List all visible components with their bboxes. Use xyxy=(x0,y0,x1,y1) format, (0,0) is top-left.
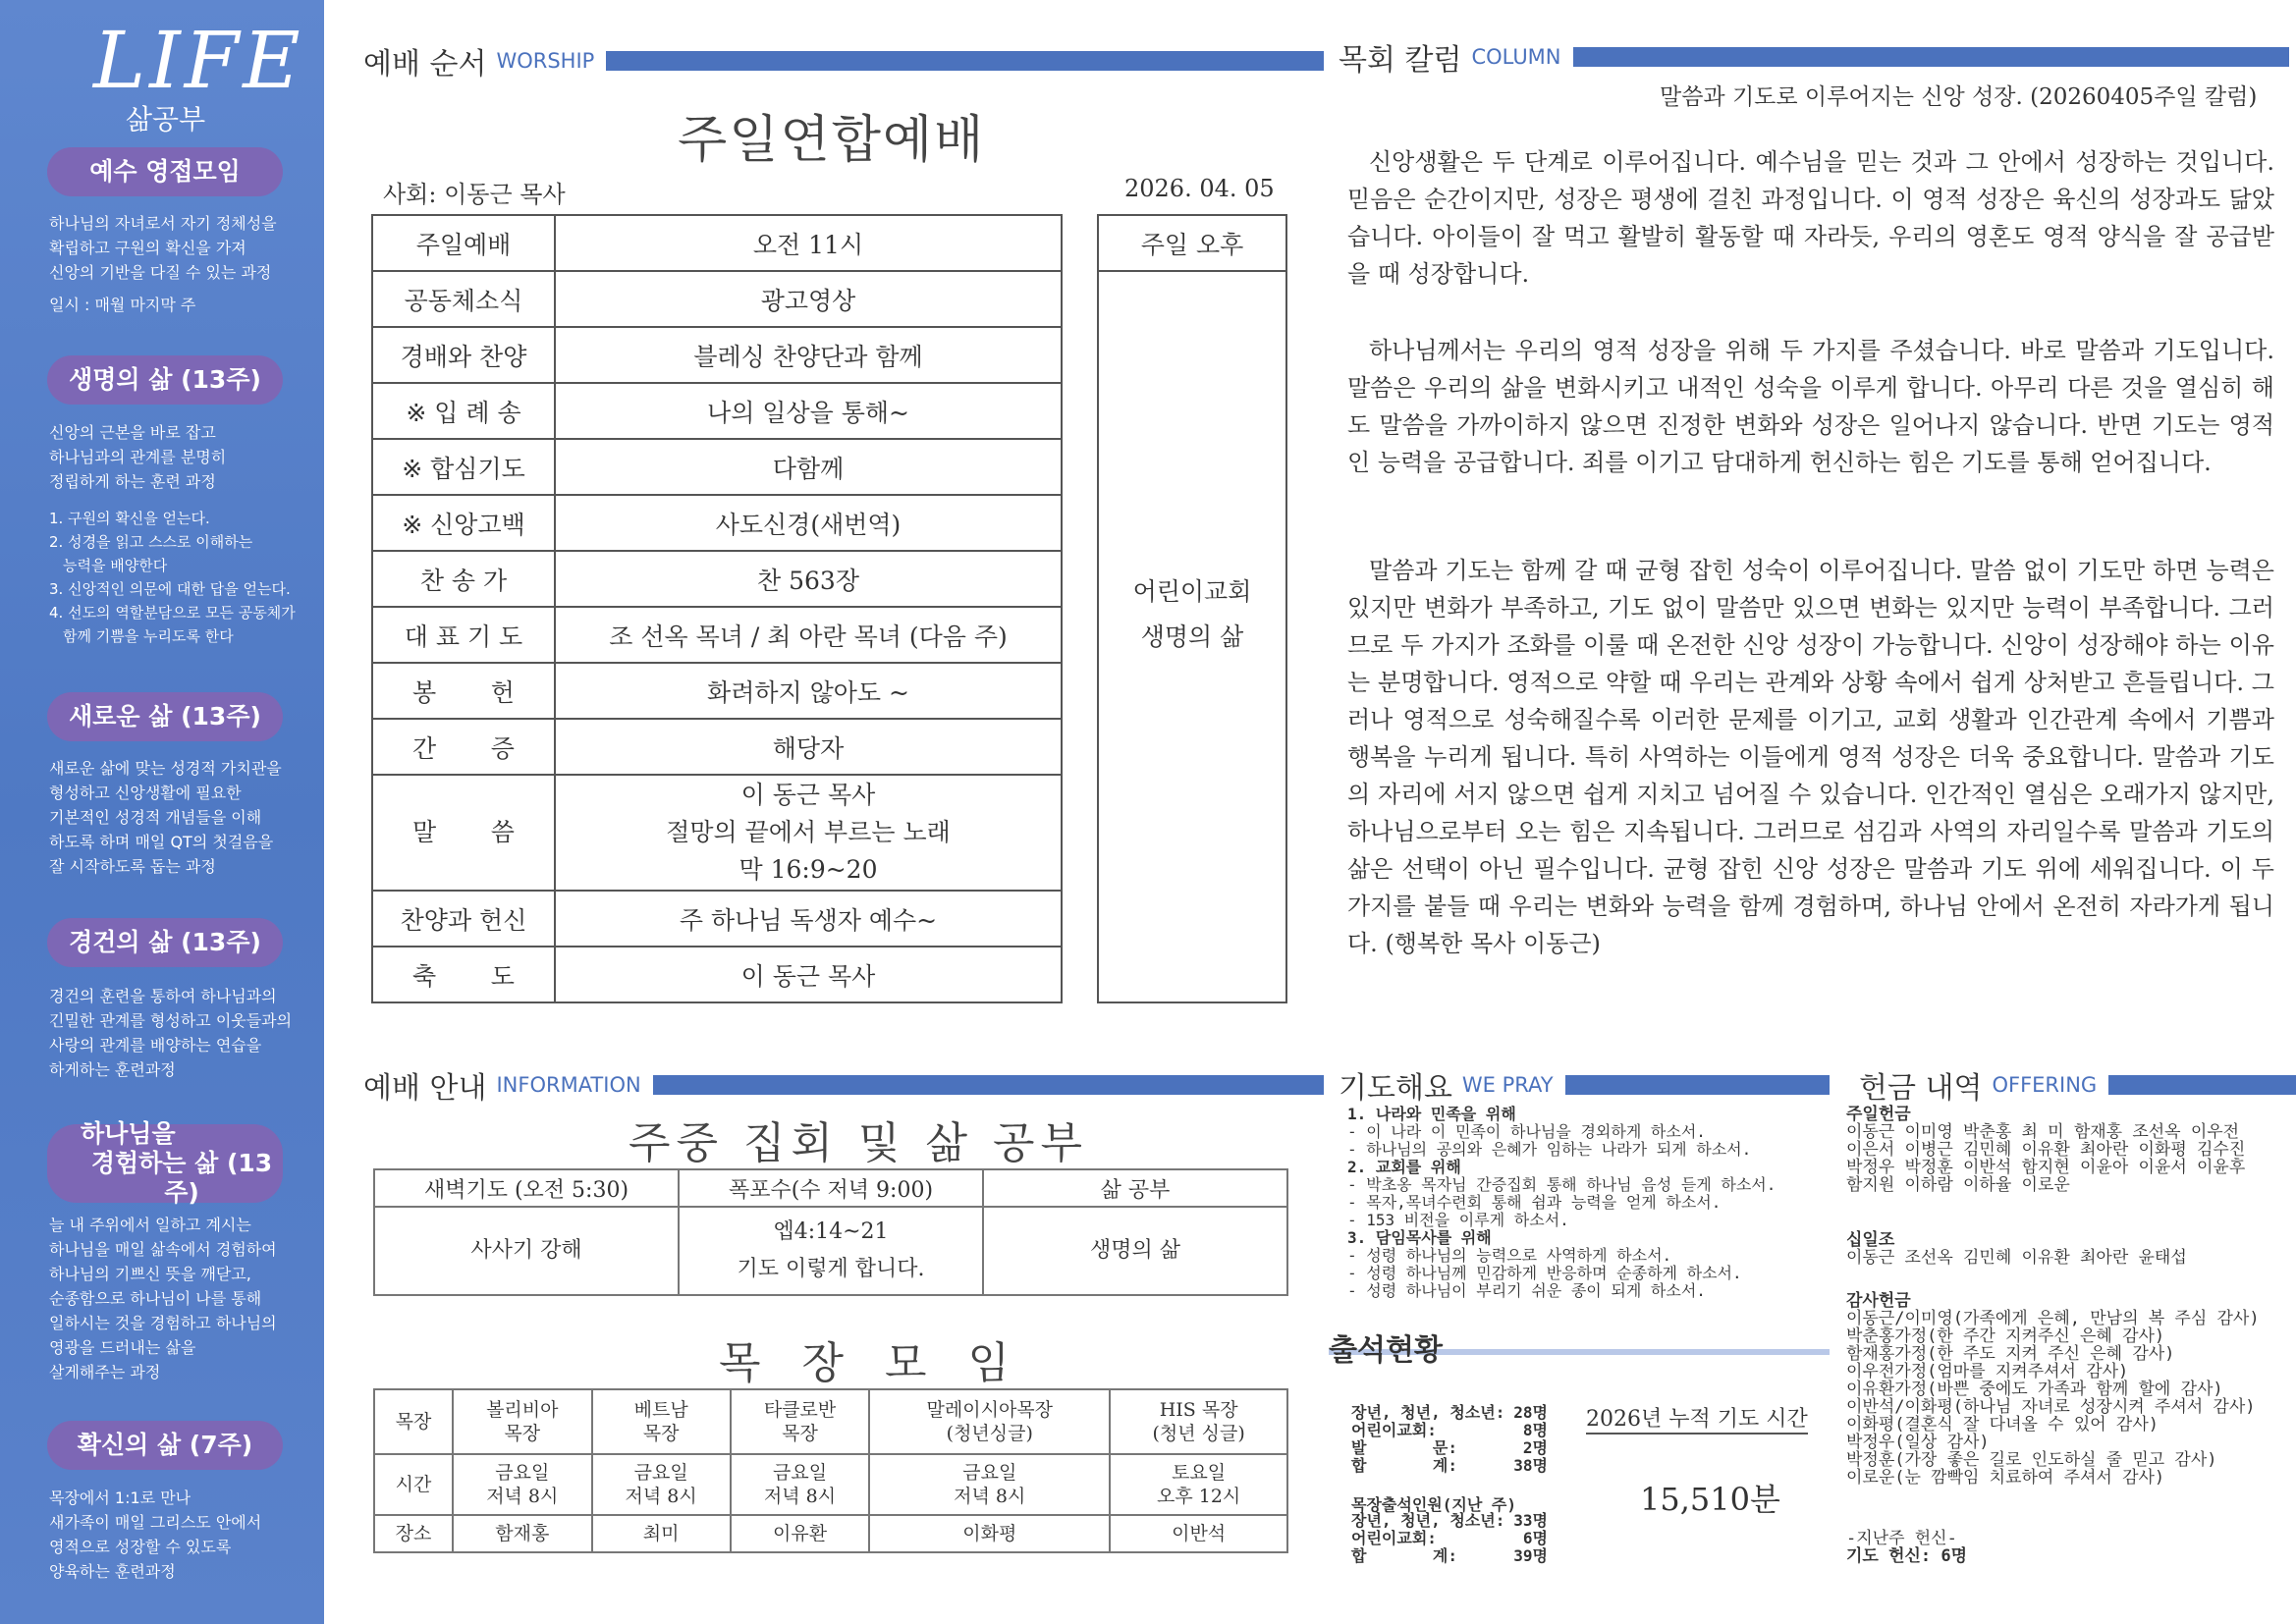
cell-place: 함재홍 xyxy=(453,1515,592,1552)
sermon-cell xyxy=(555,775,1062,891)
cell-time: 토요일 오후 12시 xyxy=(1110,1454,1287,1515)
cell-time: 금요일 저녁 8시 xyxy=(869,1454,1110,1515)
tithe-offering: 십일조 이동근 조선옥 김민혜 이유환 최아란 윤태섭 xyxy=(1846,1231,2278,1267)
prayer-item: - 성령 하나님께 민감하게 반응하며 순종하게 하소서. xyxy=(1347,1264,1742,1282)
pray-section-header xyxy=(1339,1067,1830,1106)
worship-heading: 예배 순서 xyxy=(363,47,487,81)
table-row xyxy=(372,607,1062,663)
order-value: 사도신경(새번역) xyxy=(555,495,1062,551)
order-value: 화려하지 않아도 ~ xyxy=(555,663,1062,719)
last-week-label: -지난주 헌신- xyxy=(1846,1529,1957,1548)
attendance-row: 어린이교회: 6명 xyxy=(1351,1529,1548,1547)
table-row xyxy=(372,775,1062,891)
table-row xyxy=(372,663,1062,719)
order-label: ※ 입 례 송 xyxy=(372,383,555,439)
meeting-cell: 사사기 강해 xyxy=(374,1207,679,1295)
cell-name: HIS 목장 (청년 싱글) xyxy=(1110,1389,1287,1454)
order-label: 경배와 찬양 xyxy=(372,327,555,383)
afternoon-program: 어린이교회 생명의 삶 xyxy=(1132,577,1252,651)
meeting-header: 삶 공부 xyxy=(983,1169,1287,1207)
attendance-table xyxy=(1351,1404,1548,1475)
course-desc-1: 하나님의 자녀로서 자기 정체성을 확립하고 구원의 확신을 가져 신앙의 기반을 다질 수 있는 과정 일시 : 매월 마지막 주 xyxy=(49,214,277,314)
order-label: 말 씀 xyxy=(372,775,555,891)
course-title-5: 하나님을 경험하는 삶 (13주) xyxy=(47,1124,283,1203)
attendance-row: 발 문: 2명 xyxy=(1351,1438,1548,1457)
column-heading-en: COLUMN xyxy=(1471,45,1561,69)
tithe-label: 십일조 xyxy=(1846,1230,1895,1250)
thanks-label: 감사헌금 xyxy=(1846,1291,1911,1311)
order-value: 블레싱 찬양단과 함께 xyxy=(555,327,1062,383)
last-week-value: 기도 헌신: 6명 xyxy=(1846,1546,1968,1566)
cell-name: 볼리비아 목장 xyxy=(453,1389,592,1454)
column-paragraph: 말씀과 기도는 함께 갈 때 균형 잡힌 성숙이 이루어집니다. 말씀 없이 기도만 하면 능력은 있지만 변화가 부족하고, 기도 없이 말씀만 있으면 변화는 있지만 능력이 부족합니다. 그러므로 두 가지가 조화를 이룰 때 온전한 신앙 성장이 가능합니다. 신앙이 성장해야 하는 이유는 분명합니다. 영적으로 약할 때 우리는 관계와 상황 속에서 쉽게 상처받고 흔들립니다. 그러나 영적으로 성숙해질수록 이러한 문제를 이기고, 교회 생활과 인간관계 속에서 기쁨과 행복을 누리게 됩니다. 특히 사역하는 이들에게 영적 성장은 더욱 중요합니다. 말씀과 기도의 자리에 서지 않으면 쉽게 지치고 넘어질 수 있습니다. 인간적인 열심은 오래가지 않지만, 하나님으로부터 오는 힘은 지속됩니다. 그러므로 섬김과 사역의 자리일수록 말씀과 기도의 삶은 선택이 아닌 필수입니다. 균형 잡힌 신앙 성장은 말씀과 기도 위에 세워집니다. 이 두 가지를 붙들 때 우리는 변화와 능력을 함께 경험하며, 하나님 안에서 온전히 자라가게 됩니다. (행복한 목사 이동근) xyxy=(1347,557,2274,957)
prayer-item: - 성령 하나님의 능력으로 사역하게 하소서. xyxy=(1347,1246,1672,1265)
meeting-header: 새벽기도 (오전 5:30) xyxy=(374,1169,679,1207)
order-value: 주 하나님 독생자 예수~ xyxy=(555,891,1062,947)
course-desc-5: 늘 내 주위에서 일하고 계시는 하나님을 매일 삶속에서 경험하여 하나님의 기쁘신 뜻을 깨닫고, 순종함으로 하나님이 나를 통해 일하시는 것을 경험하고 하나님의 영광을 드러내는 삶을 살게해주는 과정 xyxy=(49,1216,277,1381)
sermon-preacher: 이 동근 목사 xyxy=(740,781,876,809)
table-row xyxy=(374,1207,1287,1295)
info-heading-en: INFORMATION xyxy=(496,1073,641,1097)
prayer-time-value: 15,510분 xyxy=(1640,1481,1780,1518)
order-value: 조 선옥 목녀 / 최 아란 목녀 (다음 주) xyxy=(555,607,1062,663)
cell-time: 금요일 저녁 8시 xyxy=(592,1454,731,1515)
pray-heading: 기도해요 xyxy=(1339,1071,1452,1106)
course-title-1: 예수 영접모임 xyxy=(47,147,283,196)
order-value: 다함께 xyxy=(555,439,1062,495)
weekly-meetings-table xyxy=(373,1168,1288,1296)
table-row xyxy=(374,1389,1287,1454)
order-label: 찬 송 가 xyxy=(372,551,555,607)
cell-place: 이화평 xyxy=(869,1515,1110,1552)
table-row xyxy=(372,495,1062,551)
weekly-meetings-title: 주중 집회 및 삶 공부 xyxy=(629,1118,1088,1168)
order-value: 찬 563장 xyxy=(555,551,1062,607)
cell-row-label: 장소 xyxy=(374,1515,453,1552)
prayer-item: - 이 나라 이 민족이 하나님을 경외하게 하소서. xyxy=(1347,1122,1706,1141)
table-row xyxy=(372,891,1062,947)
meeting-cell: 생명의 삶 xyxy=(983,1207,1287,1295)
offering-heading: 헌금 내역 xyxy=(1859,1071,1983,1106)
offering-section-header xyxy=(1859,1067,2296,1106)
order-label: 공동체소식 xyxy=(372,271,555,327)
cell-row-label: 시간 xyxy=(374,1454,453,1515)
course-desc-6: 목장에서 1:1로 만나 새가족이 매일 그리스도 안에서 영적으로 성장할 수 있도록 양육하는 훈련과정 xyxy=(49,1489,262,1581)
order-value: 나의 일상을 통해~ xyxy=(555,383,1062,439)
order-label: ※ 합심기도 xyxy=(372,439,555,495)
info-heading: 예배 안내 xyxy=(363,1071,487,1106)
life-logo: LIFE xyxy=(93,15,304,106)
worship-heading-en: WORSHIP xyxy=(496,49,595,73)
table-row xyxy=(374,1169,1287,1207)
sermon-title: 절망의 끝에서 부르는 노래 xyxy=(666,818,951,846)
cell-attendance-table xyxy=(1351,1512,1548,1565)
prayer-item: - 박초옹 목자님 간증집회 통해 하나님 음성 듣게 하소서. xyxy=(1347,1175,1777,1194)
course-title-4: 경건의 삶 (13주) xyxy=(47,918,283,967)
order-label: 대 표 기 도 xyxy=(372,607,555,663)
course-goals-2: 1. 구원의 확신을 얻는다. 2. 성경을 읽고 스스로 이해하는 능력을 배양한다 3. 신앙적인 의문에 대한 답을 얻는다. 4. 선도의 역할분담으로 모든 공동체가 함께 기쁨을 누리도록 한다 xyxy=(49,510,296,645)
sunday-offering: 주일헌금 이동근 이미영 박춘홍 최 미 함재홍 조선옥 이우전 이은서 이병근 김민혜 이유환 최아란 이화평 김수진 박정우 박정훈 이반석 함지현 이윤아 이윤서 이윤후 함지원 이하람 이하율 이로운 xyxy=(1846,1106,2278,1194)
column-heading-bar xyxy=(1573,47,2289,67)
prayer-group-title: 2. 교회를 위해 xyxy=(1347,1158,1461,1176)
column-paragraph: 하나님께서는 우리의 영적 성장을 위해 두 가지를 주셨습니다. 바로 말씀과 기도입니다. 말씀은 우리의 삶을 변화시키고 내적인 성숙을 이루게 합니다. 아무리 다른 것을 열심히 해도 말씀을 가까이하지 않으면 진정한 변화와 성장은 일어나지 않습니다. 반면 기도는 영적인 능력을 공급합니다. 죄를 이기고 담대하게 헌신하는 힘은 기도를 통해 얻어집니다. xyxy=(1347,337,2274,476)
course-desc-2: 신앙의 근본을 바로 잡고 하나님과의 관계를 분명히 정립하게 하는 훈련 과정 xyxy=(49,423,227,491)
table-row xyxy=(372,215,1062,271)
cell-place: 이유환 xyxy=(731,1515,870,1552)
cell-group-title: 목 장 모 임 xyxy=(719,1338,1023,1388)
course-title-3: 새로운 삶 (13주) xyxy=(47,692,283,741)
afternoon-box xyxy=(1097,214,1287,1003)
meeting-header: 폭포수(수 저녁 9:00) xyxy=(679,1169,983,1207)
course-desc-4: 경건의 훈련을 통하여 하나님과의 긴밀한 관계를 형성하고 이웃들과의 사랑의 관계를 배양하는 연습을 하게하는 훈련과정 xyxy=(49,987,293,1079)
order-label: ※ 신앙고백 xyxy=(372,495,555,551)
worship-order-table xyxy=(371,214,1063,1003)
pray-heading-en: WE PRAY xyxy=(1461,1073,1554,1097)
worship-heading-bar xyxy=(606,51,1324,71)
table-row xyxy=(372,551,1062,607)
course-title-6: 확신의 삶 (7주) xyxy=(47,1421,283,1470)
order-value: 광고영상 xyxy=(555,271,1062,327)
prayer-item: - 153 비전을 이루게 하소서. xyxy=(1347,1211,1569,1229)
column-section-header xyxy=(1339,39,2289,78)
prayer-list xyxy=(1347,1106,1829,1300)
attendance-row: 어린이교회: 8명 xyxy=(1351,1421,1548,1439)
order-label: 찬양과 헌신 xyxy=(372,891,555,947)
cell-name: 말레이시아목장 (청년싱글) xyxy=(869,1389,1110,1454)
order-value: 오전 11시 xyxy=(555,215,1062,271)
attendance-row: 장년, 청년, 청소년: 33명 xyxy=(1351,1511,1548,1530)
meeting-cell: 엡4:14~21 기도 이렇게 합니다. xyxy=(679,1207,983,1295)
table-row xyxy=(372,947,1062,1002)
prayer-group-title: 1. 나라와 민족을 위해 xyxy=(1347,1105,1516,1123)
table-row xyxy=(372,383,1062,439)
pray-heading-bar xyxy=(1565,1075,1830,1095)
worship-host: 사회: 이동근 목사 xyxy=(383,181,566,208)
sunday-offering-label: 주일헌금 xyxy=(1846,1105,1911,1124)
course-title-2: 생명의 삶 (13주) xyxy=(47,355,283,405)
order-label: 봉 헌 xyxy=(372,663,555,719)
life-logo-subtitle: 삶공부 xyxy=(126,103,206,135)
cell-group-table xyxy=(373,1388,1288,1553)
order-label: 간 증 xyxy=(372,719,555,775)
cell-time: 금요일 저녁 8시 xyxy=(731,1454,870,1515)
sermon-scripture: 막 16:9~20 xyxy=(738,855,878,884)
worship-section-header xyxy=(363,43,1324,79)
table-row xyxy=(374,1454,1287,1515)
prayer-item: - 목자,목녀수련회 통해 쉼과 능력을 얻게 하소서. xyxy=(1347,1193,1722,1212)
worship-date: 2026. 04. 05 xyxy=(1124,175,1275,202)
table-row xyxy=(372,719,1062,775)
sidebar xyxy=(0,0,324,1624)
last-week-devotion xyxy=(1846,1530,2278,1565)
column-subtitle: 말씀과 기도로 이루어지는 신앙 성장. (20260405주일 칼럼) xyxy=(1660,84,2258,110)
thanks-offering: 감사헌금 이동근/이미영(가족에게 은혜, 만남의 복 주심 감사) 박춘홍가정(한 주간 지켜주신 은혜 감사) 함재홍가정(한 주도 지켜 주신 은혜 감사) 이우전가정(엄마를 지켜주셔서 감사) 이유환가정(바쁜 중에도 가족과 함께 할에 감사) 이반석/이화평(하나님 자녀로 성장시켜 주셔서 감사) 이화평(결혼식 잘 다녀올 수 있어 감사) 박정우(일상 감사) 박정훈(가장 좋은 길로 인도하실 줄 믿고 감사) 이로운(눈 깜빡임 치료하여 주셔서 감사) xyxy=(1846,1292,2278,1487)
offering-heading-bar xyxy=(2108,1075,2296,1095)
cell-row-label: 목장 xyxy=(374,1389,453,1454)
afternoon-heading: 주일 오후 xyxy=(1099,216,1285,272)
prayer-group-title: 3. 담임목사를 위해 xyxy=(1347,1228,1492,1247)
cell-place: 이반석 xyxy=(1110,1515,1287,1552)
prayer-time-label: 2026년 누적 기도 시간 xyxy=(1586,1402,1808,1435)
order-label: 주일예배 xyxy=(372,215,555,271)
attendance-row: 장년, 청년, 청소년: 28명 xyxy=(1351,1403,1548,1422)
table-row xyxy=(374,1515,1287,1552)
table-row xyxy=(372,271,1062,327)
order-value: 이 동근 목사 xyxy=(555,947,1062,1002)
column-paragraph: 신앙생활은 두 단계로 이루어집니다. 예수님을 믿는 것과 그 안에서 성장하는 것입니다. 믿음은 순간이지만, 성장은 평생에 걸친 과정입니다. 이 영적 성장은 육신의 성장과도 닮았습니다. 아이들이 잘 먹고 활발히 활동할 때 자라듯, 우리의 영혼도 영적 양식을 잘 공급받을 때 성장합니다. xyxy=(1347,148,2274,288)
order-value: 해당자 xyxy=(555,719,1062,775)
worship-title: 주일연합예배 xyxy=(678,111,986,170)
prayer-item: - 성령 하나님이 부리기 쉬운 종이 되게 하소서. xyxy=(1347,1281,1706,1300)
cell-name: 타클로반 목장 xyxy=(731,1389,870,1454)
cell-name: 베트남 목장 xyxy=(592,1389,731,1454)
table-row xyxy=(372,439,1062,495)
offering-heading-en: OFFERING xyxy=(1992,1073,2098,1097)
attendance-row: 합 계: 38명 xyxy=(1351,1456,1548,1475)
order-label: 축 도 xyxy=(372,947,555,1002)
attendance-title: 출석현황 xyxy=(1329,1333,1443,1368)
course-desc-3: 새로운 삶에 맞는 성경적 가치관을 형성하고 신앙생활에 필요한 기본적인 성경적 개념들을 이해 하도록 하며 매일 QT의 첫걸음을 잘 시작하도록 돕는 과정 xyxy=(49,759,282,876)
table-row xyxy=(372,327,1062,383)
attendance-header xyxy=(1329,1327,1830,1367)
prayer-item: - 하나님의 공의와 은혜가 임하는 나라가 되게 하소서. xyxy=(1347,1140,1752,1159)
attendance-row: 합 계: 39명 xyxy=(1351,1546,1548,1565)
column-heading: 목회 칼럼 xyxy=(1339,43,1462,78)
cell-time: 금요일 저녁 8시 xyxy=(453,1454,592,1515)
info-heading-bar xyxy=(653,1075,1324,1095)
cell-place: 최미 xyxy=(592,1515,731,1552)
cell-attendance-title: 목장출석인원(지난 주) xyxy=(1351,1495,1517,1514)
info-section-header xyxy=(363,1067,1324,1106)
